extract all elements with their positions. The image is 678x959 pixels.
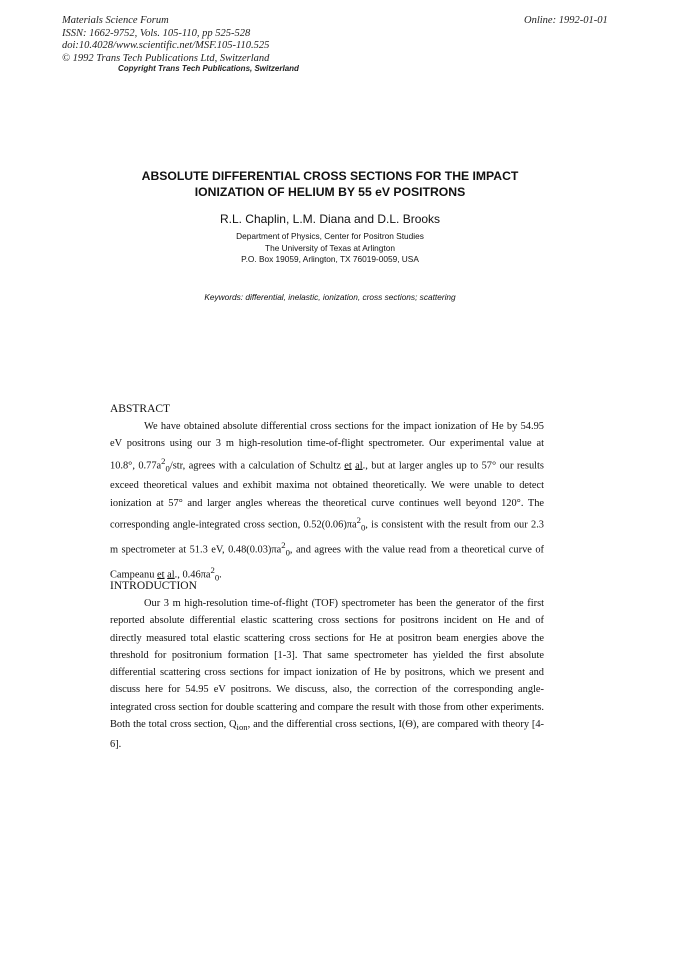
- sub: 0: [360, 522, 366, 533]
- abstract-part-6: ., 0.46πa: [174, 569, 211, 581]
- abstract-part-5: , and agrees with the value read from a theoretical curve of Campeanu: [110, 544, 544, 581]
- sub: 0: [285, 547, 290, 558]
- title-line-1: ABSOLUTE DIFFERENTIAL CROSS SECTIONS FOR THE IMPACT: [141, 169, 519, 183]
- title-line-2: IONIZATION OF HELIUM BY 55 eV POSITRONS: [194, 185, 466, 199]
- affiliation: [100, 231, 560, 266]
- introduction-heading: INTRODUCTION: [110, 580, 197, 592]
- introduction-part-1: Our 3 m high-resolution time-of-flight (TOF) spectrometer has been the generator of the first reported absolute differential elastic scattering cross sections for positrons incident on He and of directly measured total elastic scattering cross sections for He at positron beam energies above the threshold for positronium formation [1-3]. That same spectrometer has yielded the first absolute differential scattering cross sections for impact ionization of He by positrons, which we present and discuss here for 54.95 eV positrons. We discuss, also, the correction of the corresponding angle-integrated cross section for double scattering and compare the result with those from other experiments. Both the total cross section, Q: [110, 598, 544, 731]
- keywords: Keywords: differential, inelastic, ionization, cross sections; scattering: [204, 292, 456, 302]
- et-al-et: et: [157, 569, 165, 581]
- online-date: Online: 1992-01-01: [524, 15, 608, 26]
- abstract-part-4: , is consistent with the result from our 2.3 m spectrometer at 51.3 eV, 0.48(0.03)πa: [110, 519, 544, 556]
- sub: 0: [214, 572, 220, 583]
- affiliation-line-3: P.O. Box 19059, Arlington, TX 76019-0059, USA: [241, 254, 419, 264]
- sub-ion: ion: [236, 722, 248, 733]
- et-al-al: al: [167, 569, 175, 581]
- sup: 2: [356, 515, 361, 526]
- doi-line: doi:10.4028/www.scientific.net/MSF.105-110.525: [62, 40, 270, 51]
- journal-name: Materials Science Forum: [62, 15, 169, 26]
- paper-title: [100, 168, 560, 200]
- abstract-part-2: /str, agrees with a calculation of Schultz: [169, 460, 345, 472]
- authors: R.L. Chaplin, L.M. Diana and D.L. Brooks: [219, 212, 441, 226]
- publisher-line: © 1992 Trans Tech Publications Ltd, Switzerland: [62, 52, 270, 64]
- affiliation-line-2: The University of Texas at Arlington: [265, 242, 395, 253]
- journal-header: [62, 15, 269, 65]
- et-al-et: et: [344, 460, 352, 472]
- sup: 2: [161, 455, 166, 466]
- introduction-text: [110, 595, 544, 754]
- sup: 2: [281, 539, 286, 550]
- abstract-part-3: ., but at larger angles up to 57° our results exceed theoretical values and exhibit maxima not obtained theoretically. We were unable to detect ionization at 57° and larger angles whereas the theoretical curve continues well beyond 120°. The corresponding angle-integrated cross section, 0.52(0.06)πa: [110, 460, 544, 531]
- introduction-part-2: , and the differential cross sections, I(Θ), are compared with theory [4-6].: [110, 719, 544, 751]
- issn-line: ISSN: 1662-9752, Vols. 105-110, pp 525-528: [62, 27, 251, 39]
- et-al-al: al: [355, 460, 363, 472]
- abstract-part-7: .: [219, 569, 222, 581]
- sup: 2: [210, 564, 215, 575]
- abstract-text: [110, 418, 544, 587]
- copyright-line: Copyright Trans Tech Publications, Switzerland: [118, 64, 299, 73]
- sub: 0: [165, 463, 170, 474]
- abstract-heading: ABSTRACT: [110, 403, 171, 415]
- affiliation-line-1: Department of Physics, Center for Positron Studies: [236, 231, 424, 241]
- abstract-part-1: We have obtained absolute differential cross sections for the impact ionization of He by 54.95 eV positrons using our 3 m high-resolution time-of-flight spectrometer. Our experimental value at 10.8°, 0.77a: [110, 421, 544, 472]
